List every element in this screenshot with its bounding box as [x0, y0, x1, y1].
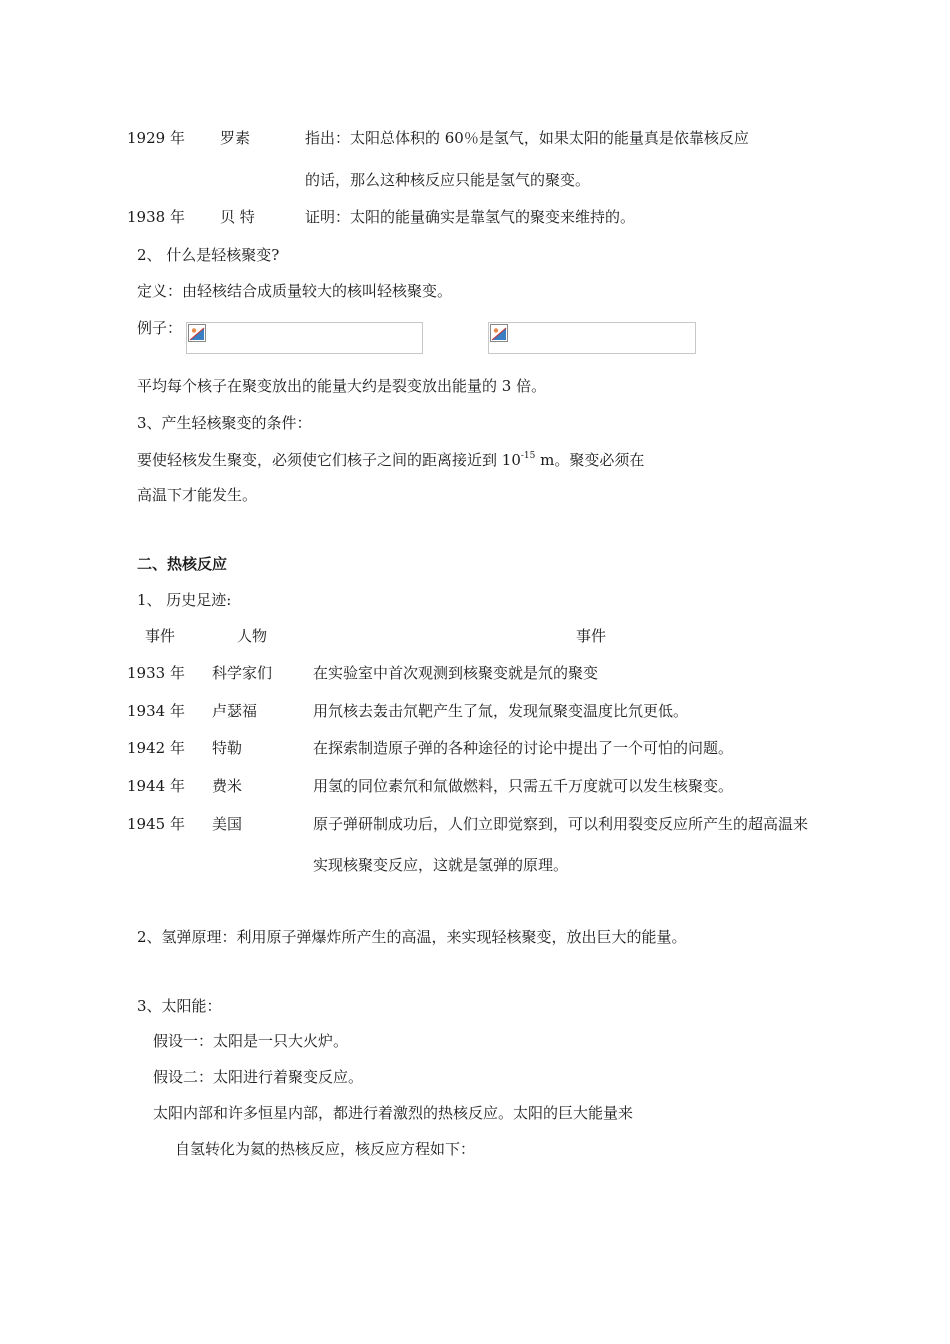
section-2-title: 二、热核反应 [137, 555, 228, 573]
example-label: 例子： [137, 319, 183, 337]
history-event: 指出：太阳总体积的 60％是氢气，如果太阳的能量真是依靠核反应 [305, 129, 749, 147]
fusion-condition-line2: 高温下才能发生。 [137, 486, 258, 504]
broken-image-icon [188, 324, 206, 342]
history-year: 1938 年 [127, 208, 185, 226]
history-event-continued: 实现核聚变反应，这就是氢弹的原理。 [313, 856, 569, 874]
section-2-q3-title: 3、太阳能： [137, 997, 222, 1015]
fusion-condition [137, 450, 644, 470]
history-person: 卢瑟福 [212, 702, 258, 720]
history-event: 用氘核去轰击氘靶产生了氚，发现氚聚变温度比氘更低。 [313, 702, 689, 720]
history-year: 1934 年 [127, 702, 185, 720]
fusion-condition-text: 要使轻核发生聚变，必须使它们核子之间的距离接近到 10 [137, 451, 521, 469]
table-header-event-desc: 事件 [576, 627, 607, 645]
hypothesis-2: 假设二：太阳进行着聚变反应。 [153, 1068, 364, 1086]
exponent: -15 [520, 451, 536, 461]
broken-image-icon [490, 324, 508, 342]
history-event: 用氢的同位素氘和氚做燃料，只需五千万度就可以发生核聚变。 [313, 777, 734, 795]
table-header-event: 事件 [145, 627, 176, 645]
history-year: 1944 年 [127, 777, 185, 795]
history-year: 1929 年 [127, 129, 185, 147]
example-image-1 [186, 322, 423, 354]
history-year: 1942 年 [127, 739, 185, 757]
history-year: 1945 年 [127, 815, 185, 833]
history-year: 1933 年 [127, 664, 185, 682]
history-person: 罗素 [220, 129, 251, 147]
fusion-condition-text-end: m。聚变必须在 [535, 451, 645, 469]
example-image-2 [488, 322, 696, 354]
history-person: 费米 [212, 777, 243, 795]
section-2-q1-title: 1、 历史足迹: [137, 591, 232, 609]
question-2-title: 2、 什么是轻核聚变? [137, 246, 280, 264]
sun-energy-text-continued: 自氢转化为氦的热核反应，核反应方程如下： [175, 1140, 476, 1158]
sun-energy-text: 太阳内部和许多恒星内部，都进行着激烈的热核反应。太阳的巨大能量来 [153, 1104, 634, 1122]
question-3-title: 3、产生轻核聚变的条件： [137, 414, 312, 432]
history-event: 证明：太阳的能量确实是靠氢气的聚变来维持的。 [305, 208, 636, 226]
hydrogen-bomb-principle: 2、氢弹原理：利用原子弹爆炸所产生的高温，来实现轻核聚变，放出巨大的能量。 [137, 928, 687, 946]
energy-comparison: 平均每个核子在聚变放出的能量大约是裂变放出能量的 3 倍。 [137, 377, 547, 395]
question-2-definition: 定义：由轻核结合成质量较大的核叫轻核聚变。 [137, 282, 453, 300]
hypothesis-1: 假设一：太阳是一只大火炉。 [153, 1032, 349, 1050]
history-person: 美国 [212, 815, 243, 833]
history-event: 原子弹研制成功后，人们立即觉察到，可以利用裂变反应所产生的超高温来 [313, 815, 809, 833]
history-person: 特勒 [212, 739, 243, 757]
history-event-continued: 的话，那么这种核反应只能是氢气的聚变。 [305, 171, 591, 189]
history-person: 贝 特 [220, 208, 255, 226]
table-header-person: 人物 [237, 627, 268, 645]
history-event: 在实验室中首次观测到核聚变就是氘的聚变 [313, 664, 599, 682]
history-person: 科学家们 [212, 664, 273, 682]
history-event: 在探索制造原子弹的各种途径的讨论中提出了一个可怕的问题。 [313, 739, 734, 757]
